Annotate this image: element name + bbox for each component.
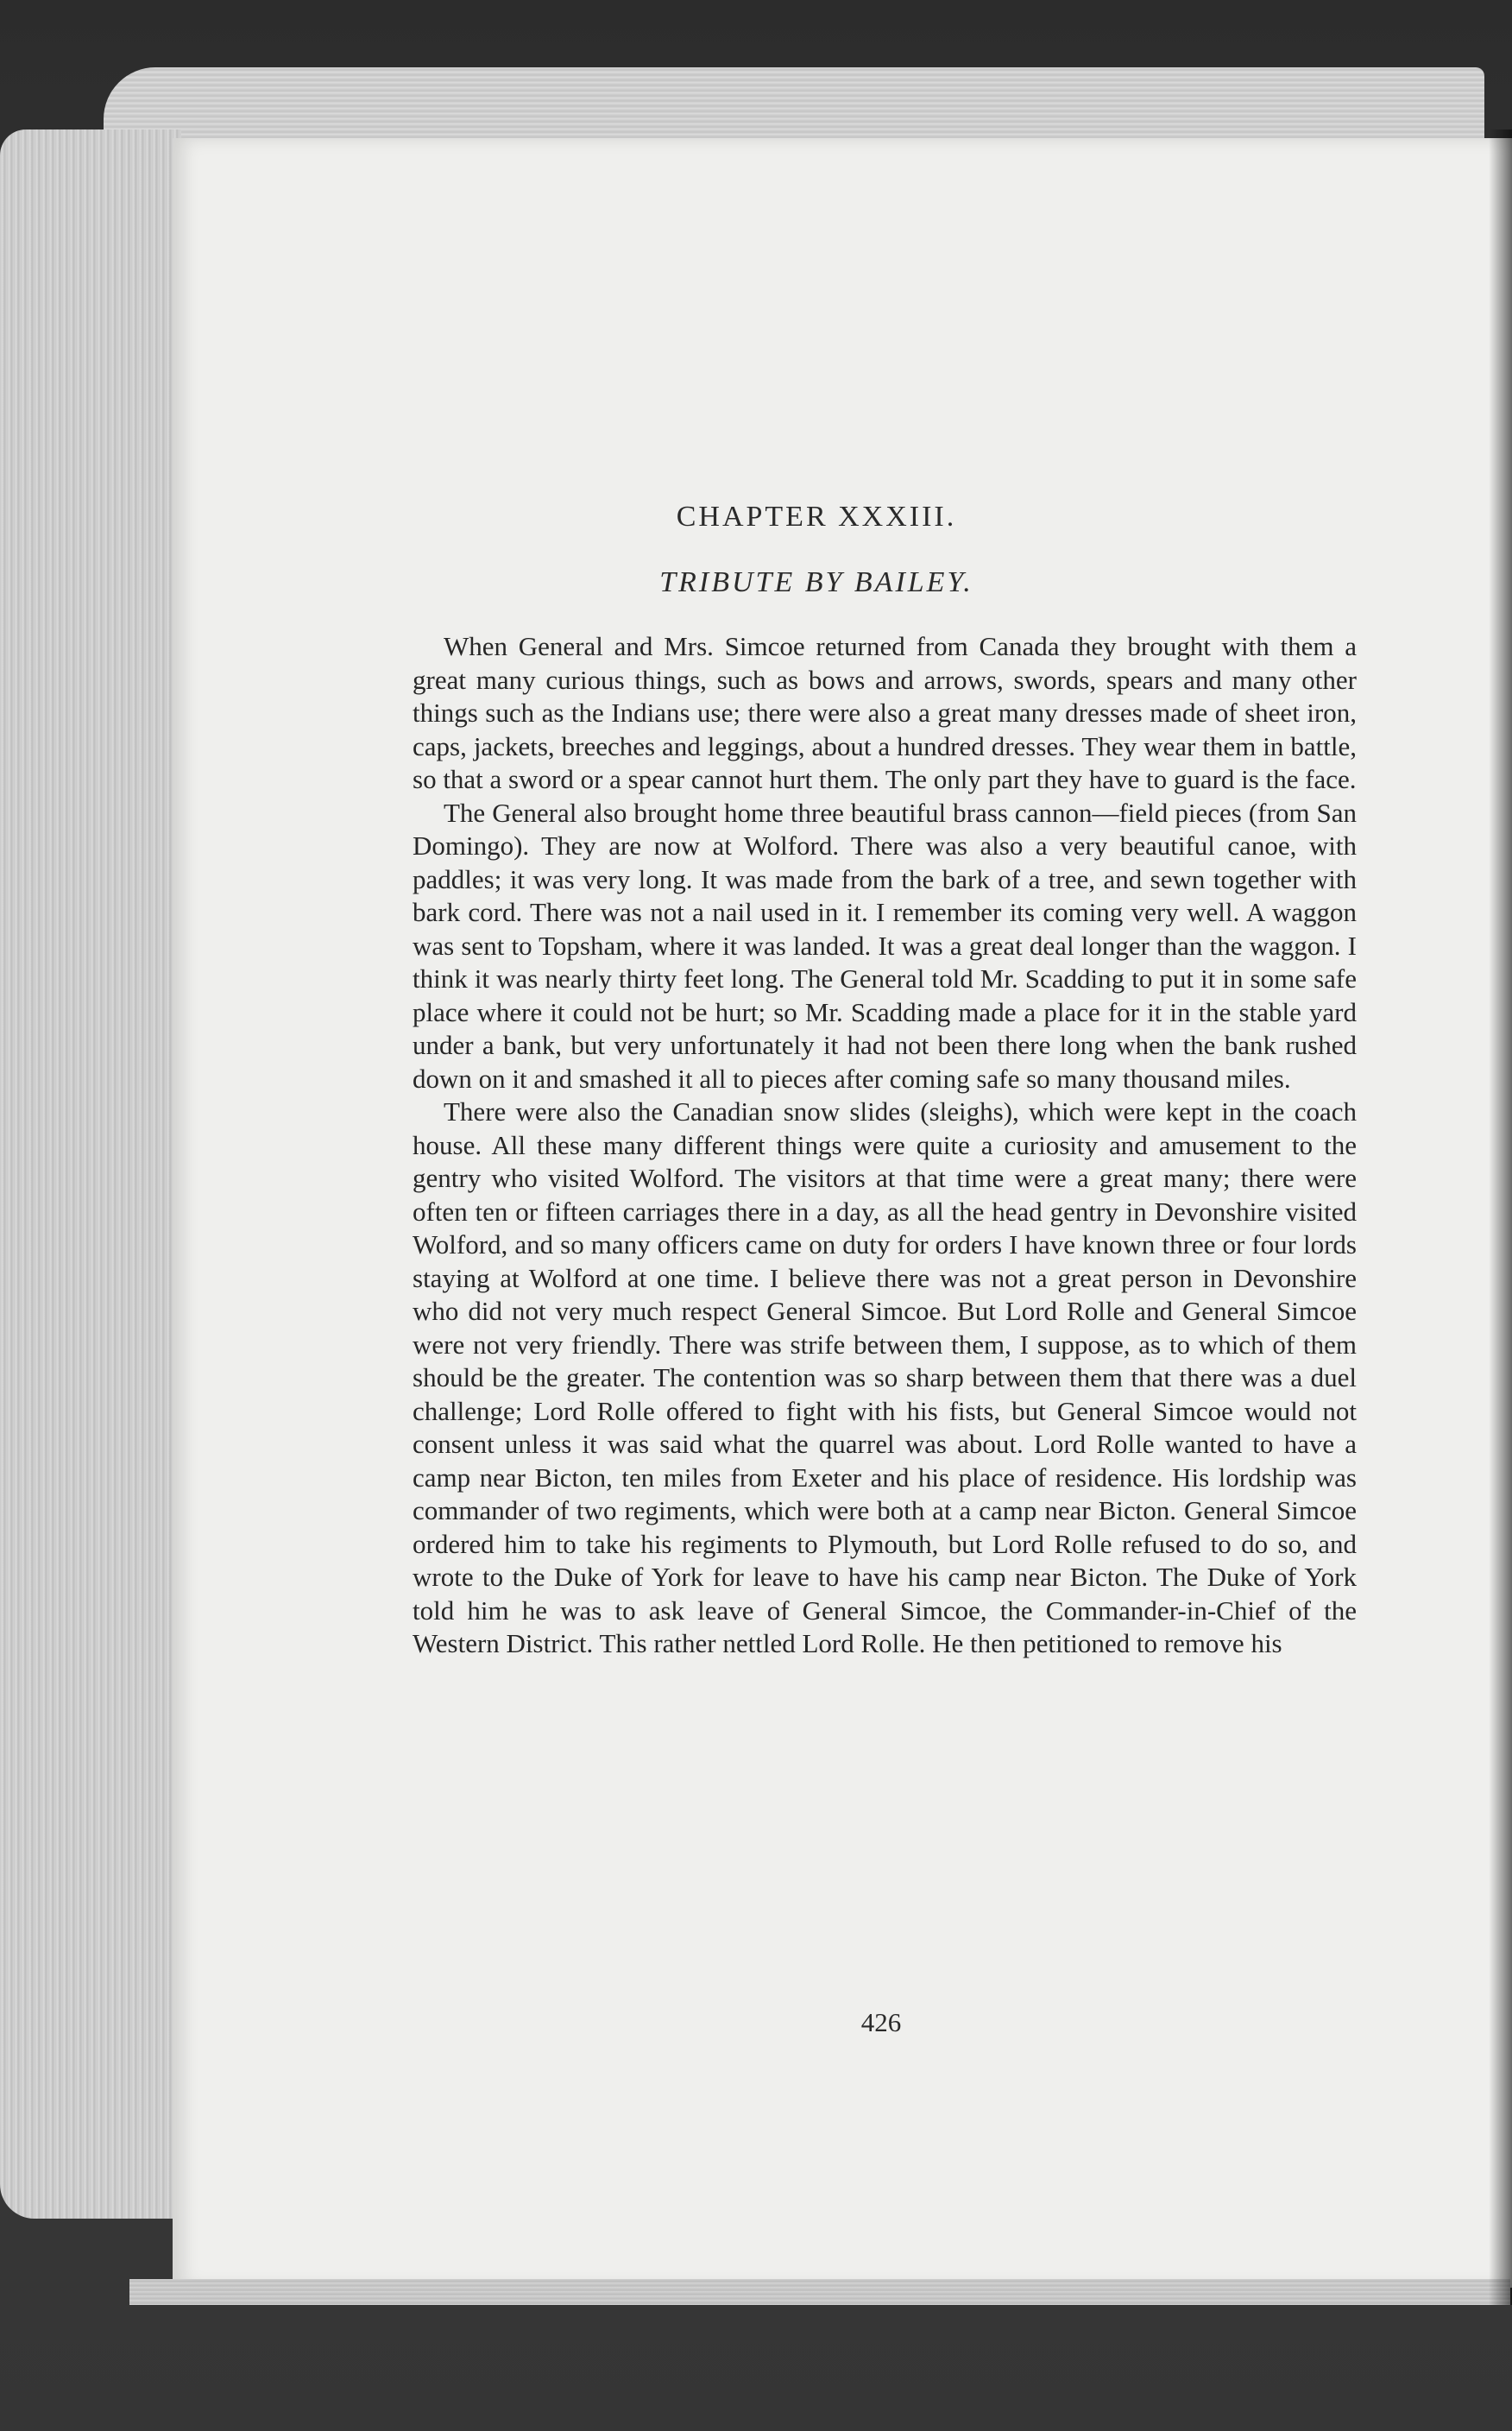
paragraph: There were also the Canadian snow slides (sleighs), which were kept in the coach house. All these many different things were quite a curiosity and amusement to the gentry who visited Wolford. The visitors at that time were a great many; there were often ten or fifteen carriages there in a day, as all the head gentry in Devonshire visited Wolford, and so many officers came on duty for orders I have known three or four lords staying at Wolford at one time. I believe there was not a great person in Devonshire who did not very much respect General Simcoe. But Lord Rolle and General Simcoe were not very friendly. There was strife between them, I suppose, as to which of them should be the greater. The contention was so sharp between them that there was a duel challenge; Lord Rolle offered to fight with his fists, but General Simcoe would not consent unless it was said what the quarrel was about. Lord Rolle wanted to have a camp near Bicton, ten miles from Exeter and his place of residence. His lordship was commander of two regiments, which were both at a camp near Bicton. General Simcoe ordered him to take his regiments to Plymouth, but Lord Rolle refused to do so, and wrote to the Duke of York for leave to have his camp near Bicton. The Duke of York told him he was to ask leave of General Simcoe, the Commander-in-Chief of the Western District. This rather nettled Lord Rolle. He then petitioned to remove his — [413, 1096, 1357, 1658]
body-text — [413, 630, 1357, 1661]
paragraph: The General also brought home three beautiful brass cannon—field pieces (from San Domingo). They are now at Wolford. There was also a very beautiful canoe, with paddles; it was very long. It was made from the bark of a tree, and sewn together with bark cord. There was not a nail used in it. I remember its coming very well. A waggon was sent to Topsham, where it was landed. It was a great deal longer than the waggon. I think it was nearly thirty feet long. The General told Mr. Scadding to put it in some safe place where it could not be hurt; so Mr. Scadding made a place for it in the stable yard under a bank, but very unfortunately it had not been there long when the bank rushed down on it and smashed it all to pieces after coming safe so many thousand miles. — [413, 797, 1357, 1094]
chapter-title: TRIBUTE BY BAILEY. — [659, 566, 973, 598]
chapter-heading: CHAPTER XXXIII. — [676, 501, 957, 533]
book-page-edges-bottom — [129, 2279, 1510, 2305]
book-page-edges-left — [0, 129, 181, 2219]
page-number: 426 — [860, 2007, 902, 2037]
book-page-edges-top — [104, 67, 1484, 145]
paragraph: When General and Mrs. Simcoe returned from Canada they brought with them a great many curious things, such as bows and arrows, swords, spears and many other things such as the Indians use; there were also a great many dresses made of sheet iron, caps, jackets, breeches and leggings, about a hundred dresses. They wear them in battle, so that a sword or a spear cannot hurt them. The only part they have to guard is the face. — [413, 631, 1357, 794]
gutter-shadow — [1489, 129, 1512, 2305]
